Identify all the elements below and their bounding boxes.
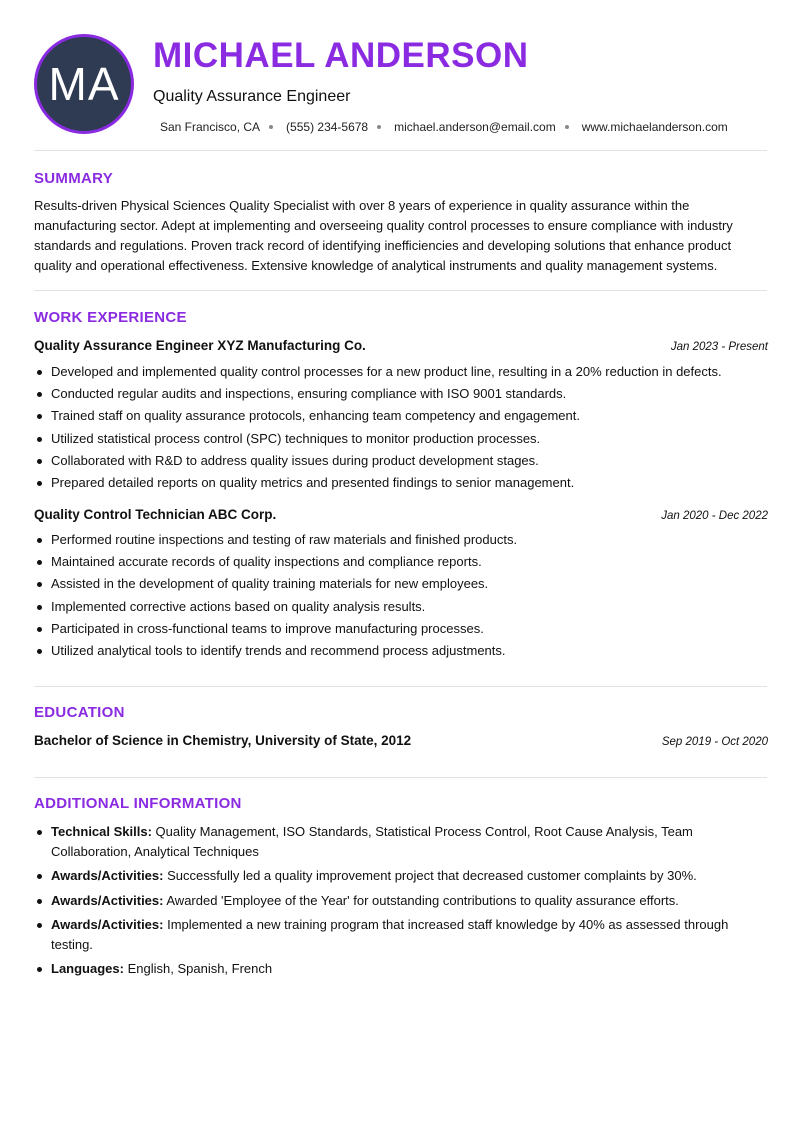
- job-bullet-list: [34, 529, 768, 662]
- job-role-company: Quality Assurance Engineer XYZ Manufacturing Co.: [34, 338, 366, 353]
- job-header: [34, 507, 768, 522]
- summary-heading: SUMMARY: [34, 170, 114, 187]
- list-item: Trained staff on quality assurance protocols, enhancing team competency and engagement.: [34, 405, 768, 427]
- list-item: [34, 915, 754, 954]
- info-text: English, Spanish, French: [127, 961, 273, 976]
- list-item: [34, 891, 754, 911]
- job-role-company: Quality Control Technician ABC Corp.: [34, 507, 277, 522]
- info-label: Awards/Activities:: [51, 917, 164, 932]
- education-dates: Sep 2019 - Oct 2020: [661, 736, 768, 748]
- education-entry: [34, 733, 768, 748]
- summary-text: Results-driven Physical Sciences Quality Specialist with over 8 years of experience in quality assurance within the manufacturing sector. Adept at implementing and overseeing quality control processes to ensure compliance with industry standards and regulations. Proven track record of identifying inefficiencies and developing solutions that enhance product quality and operational effectiveness. Extensive knowledge of analytical instruments and quality management systems.: [34, 198, 733, 273]
- info-text: Quality Management, ISO Standards, Statistical Process Control, Root Cause Analysis, Team Collaboration, Analytical Techniques: [51, 824, 693, 859]
- info-label: Languages:: [51, 961, 124, 976]
- list-item: Performed routine inspections and testing of raw materials and finished products.: [34, 529, 768, 551]
- info-label: Awards/Activities:: [51, 868, 164, 883]
- list-item: Maintained accurate records of quality inspections and compliance reports.: [34, 551, 768, 573]
- education-heading: EDUCATION: [34, 704, 125, 721]
- info-text: Implemented a new training program that increased staff knowledge by 40% as assessed through testing.: [51, 917, 729, 952]
- contact-location: San Francisco, CA: [160, 120, 261, 134]
- bullet-separator-icon: [269, 125, 273, 129]
- additional-info-list: [34, 822, 754, 984]
- job-dates: Jan 2020 - Dec 2022: [661, 510, 768, 522]
- section-divider: [34, 777, 767, 778]
- candidate-title: Quality Assurance Engineer: [153, 88, 351, 105]
- list-item: Utilized analytical tools to identify trends and recommend process adjustments.: [34, 640, 768, 662]
- section-divider: [34, 150, 767, 151]
- contact-website-link[interactable]: www.michaelanderson.com: [581, 120, 728, 134]
- list-item: Utilized statistical process control (SPC) techniques to monitor production processes.: [34, 428, 768, 450]
- contact-email-link[interactable]: michael.anderson@email.com: [394, 120, 556, 134]
- info-label: Technical Skills:: [51, 824, 152, 839]
- info-label: Awards/Activities:: [51, 892, 164, 908]
- bullet-separator-icon: [377, 125, 381, 129]
- list-item: Developed and implemented quality control processes for a new product line, resulting in a 20% reduction in defects.: [34, 361, 768, 383]
- contact-phone[interactable]: (555) 234-5678: [286, 120, 369, 134]
- list-item: Participated in cross-functional teams to improve manufacturing processes.: [34, 618, 768, 640]
- section-divider: [34, 290, 767, 291]
- section-divider: [34, 686, 767, 687]
- job-header: [34, 338, 768, 353]
- candidate-name: MICHAEL ANDERSON: [153, 36, 529, 75]
- avatar-initials: MA: [48, 58, 120, 110]
- job-dates: Jan 2023 - Present: [670, 341, 768, 353]
- list-item: Conducted regular audits and inspections, ensuring compliance with ISO 9001 standards.: [34, 383, 768, 405]
- info-text: Awarded 'Employee of the Year' for outstanding contributions to quality assurance efforts.: [166, 892, 679, 908]
- list-item: [34, 866, 754, 886]
- list-item: Collaborated with R&D to address quality issues during product development stages.: [34, 450, 768, 472]
- list-item: Implemented corrective actions based on quality analysis results.: [34, 596, 768, 618]
- work-experience-heading: WORK EXPERIENCE: [34, 309, 187, 326]
- list-item: [34, 822, 754, 861]
- info-text: Successfully led a quality improvement project that decreased customer complaints by 30%.: [167, 868, 697, 883]
- list-item: Prepared detailed reports on quality metrics and presented findings to senior management.: [34, 472, 768, 494]
- bullet-separator-icon: [565, 125, 569, 129]
- education-degree: Bachelor of Science in Chemistry, University of State, 2012: [34, 733, 412, 748]
- contact-bar: [160, 120, 728, 134]
- job-bullet-list: [34, 361, 768, 494]
- list-item: Assisted in the development of quality training materials for new employees.: [34, 573, 768, 595]
- avatar: [34, 34, 134, 134]
- list-item: [34, 959, 754, 979]
- additional-info-heading: ADDITIONAL INFORMATION: [34, 795, 242, 812]
